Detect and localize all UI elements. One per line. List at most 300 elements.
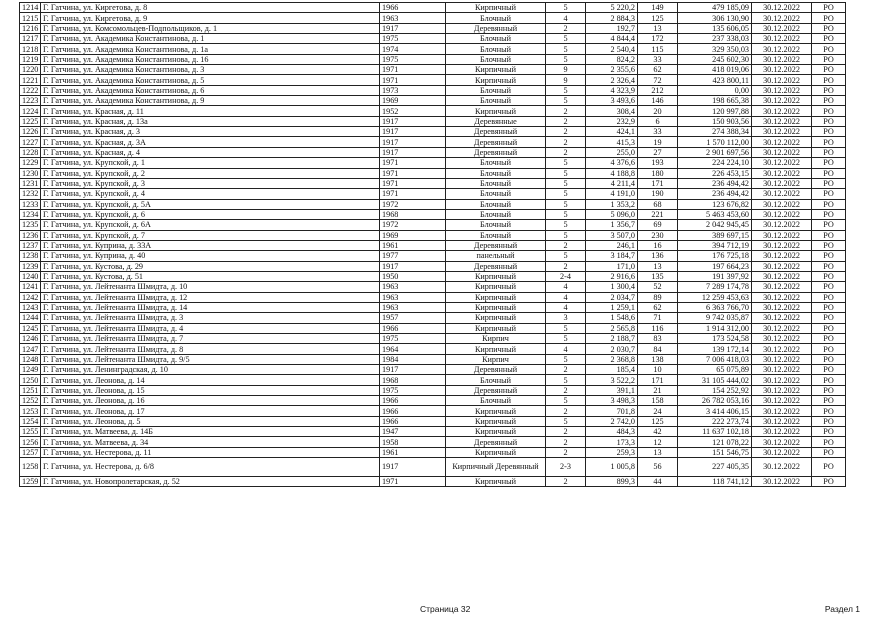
year-built-cell: 1966	[380, 323, 446, 333]
table-row	[20, 65, 846, 75]
wall-material-cell: панельный	[446, 251, 546, 261]
program-cell: РО	[812, 302, 846, 312]
area-cell: 171,0	[586, 261, 638, 271]
amount-cell: 274 388,34	[678, 127, 752, 137]
wall-material-cell: Деревянный	[446, 137, 546, 147]
amount-cell: 236 494,42	[678, 189, 752, 199]
program-cell: РО	[812, 106, 846, 116]
table-row	[20, 44, 846, 54]
table-row	[20, 116, 846, 126]
area-cell: 3 184,7	[586, 251, 638, 261]
year-built-cell: 1969	[380, 230, 446, 240]
program-cell: РО	[812, 282, 846, 292]
wall-material-cell: Кирпичный	[446, 75, 546, 85]
address-cell: Г. Гатчина, ул. Лейтенанта Шмидта, д. 3	[41, 313, 380, 323]
date-cell: 30.12.2022	[752, 199, 812, 209]
address-cell: Г. Гатчина, ул. Академика Константинова, д. 5	[41, 75, 380, 85]
amount-cell: 26 782 053,16	[678, 396, 752, 406]
row-number-cell: 1255	[20, 427, 41, 437]
date-cell: 30.12.2022	[752, 396, 812, 406]
residents-cell: 27	[638, 147, 678, 157]
amount-cell: 151 546,75	[678, 447, 752, 457]
date-cell: 30.12.2022	[752, 354, 812, 364]
date-cell: 30.12.2022	[752, 323, 812, 333]
row-number-cell: 1247	[20, 344, 41, 354]
floors-cell: 9	[546, 65, 586, 75]
area-cell: 2 188,7	[586, 334, 638, 344]
floors-cell: 5	[546, 396, 586, 406]
program-cell: РО	[812, 137, 846, 147]
year-built-cell: 1974	[380, 44, 446, 54]
amount-cell: 2 901 697,56	[678, 147, 752, 157]
floors-cell: 2	[546, 477, 586, 487]
row-number-cell: 1226	[20, 127, 41, 137]
year-built-cell: 1972	[380, 199, 446, 209]
year-built-cell: 1984	[380, 354, 446, 364]
row-number-cell: 1219	[20, 54, 41, 64]
floors-cell: 2	[546, 147, 586, 157]
table-row	[20, 385, 846, 395]
residents-cell: 125	[638, 13, 678, 23]
address-cell: Г. Гатчина, ул. Крупской, д. 3	[41, 178, 380, 188]
year-built-cell: 1971	[380, 168, 446, 178]
row-number-cell: 1215	[20, 13, 41, 23]
residents-cell: 16	[638, 240, 678, 250]
area-cell: 4 376,6	[586, 158, 638, 168]
year-built-cell: 1968	[380, 375, 446, 385]
area-cell: 255,0	[586, 147, 638, 157]
date-cell: 30.12.2022	[752, 65, 812, 75]
table-row	[20, 302, 846, 312]
address-cell: Г. Гатчина, ул. Матвеева, д. 34	[41, 437, 380, 447]
amount-cell: 1 914 312,00	[678, 323, 752, 333]
program-cell: РО	[812, 44, 846, 54]
row-number-cell: 1239	[20, 261, 41, 271]
area-cell: 4 211,4	[586, 178, 638, 188]
date-cell: 30.12.2022	[752, 106, 812, 116]
wall-material-cell: Блочный	[446, 34, 546, 44]
row-number-cell: 1221	[20, 75, 41, 85]
date-cell: 30.12.2022	[752, 447, 812, 457]
area-cell: 5 096,0	[586, 209, 638, 219]
row-number-cell: 1254	[20, 416, 41, 426]
floors-cell: 2	[546, 427, 586, 437]
year-built-cell: 1971	[380, 477, 446, 487]
floors-cell: 5	[546, 189, 586, 199]
date-cell: 30.12.2022	[752, 75, 812, 85]
table-row	[20, 240, 846, 250]
program-cell: РО	[812, 158, 846, 168]
area-cell: 2 884,3	[586, 13, 638, 23]
year-built-cell: 1975	[380, 334, 446, 344]
table-row	[20, 354, 846, 364]
row-number-cell: 1229	[20, 158, 41, 168]
date-cell: 30.12.2022	[752, 385, 812, 395]
table-row	[20, 323, 846, 333]
floors-cell: 5	[546, 54, 586, 64]
table-row	[20, 365, 846, 375]
year-built-cell: 1963	[380, 292, 446, 302]
date-cell: 30.12.2022	[752, 437, 812, 447]
year-built-cell: 1975	[380, 34, 446, 44]
wall-material-cell: Блочный	[446, 375, 546, 385]
table-row	[20, 261, 846, 271]
amount-cell: 135 606,05	[678, 23, 752, 33]
program-cell: РО	[812, 54, 846, 64]
year-built-cell: 1971	[380, 65, 446, 75]
program-cell: РО	[812, 34, 846, 44]
wall-material-cell: Блочный	[446, 396, 546, 406]
area-cell: 899,3	[586, 477, 638, 487]
area-cell: 173,3	[586, 437, 638, 447]
floors-cell: 5	[546, 209, 586, 219]
table-row	[20, 230, 846, 240]
program-cell: РО	[812, 23, 846, 33]
floors-cell: 2	[546, 447, 586, 457]
date-cell: 30.12.2022	[752, 137, 812, 147]
year-built-cell: 1917	[380, 147, 446, 157]
date-cell: 30.12.2022	[752, 44, 812, 54]
date-cell: 30.12.2022	[752, 458, 812, 477]
address-cell: Г. Гатчина, ул. Нестерова, д. 11	[41, 447, 380, 457]
program-cell: РО	[812, 199, 846, 209]
residents-cell: 13	[638, 23, 678, 33]
row-number-cell: 1241	[20, 282, 41, 292]
date-cell: 30.12.2022	[752, 147, 812, 157]
table-row	[20, 220, 846, 230]
table-row	[20, 96, 846, 106]
wall-material-cell: Кирпичный	[446, 313, 546, 323]
year-built-cell: 1961	[380, 240, 446, 250]
residents-cell: 171	[638, 375, 678, 385]
area-cell: 1 353,2	[586, 199, 638, 209]
program-cell: РО	[812, 437, 846, 447]
year-built-cell: 1917	[380, 23, 446, 33]
area-cell: 1 548,6	[586, 313, 638, 323]
program-cell: РО	[812, 251, 846, 261]
area-cell: 2 034,7	[586, 292, 638, 302]
row-number-cell: 1253	[20, 406, 41, 416]
address-cell: Г. Гатчина, ул. Леонова, д. 14	[41, 375, 380, 385]
residents-cell: 83	[638, 334, 678, 344]
residents-cell: 212	[638, 85, 678, 95]
residents-cell: 44	[638, 477, 678, 487]
date-cell: 30.12.2022	[752, 54, 812, 64]
year-built-cell: 1963	[380, 13, 446, 23]
table-row	[20, 168, 846, 178]
wall-material-cell: Блочный	[446, 96, 546, 106]
year-built-cell: 1958	[380, 437, 446, 447]
floors-cell: 2	[546, 127, 586, 137]
row-number-cell: 1218	[20, 44, 41, 54]
row-number-cell: 1240	[20, 271, 41, 281]
amount-cell: 123 676,82	[678, 199, 752, 209]
area-cell: 1 259,1	[586, 302, 638, 312]
wall-material-cell: Кирпичный	[446, 323, 546, 333]
area-cell: 4 323,9	[586, 85, 638, 95]
row-number-cell: 1250	[20, 375, 41, 385]
year-built-cell: 1963	[380, 282, 446, 292]
floors-cell: 5	[546, 199, 586, 209]
area-cell: 4 191,0	[586, 189, 638, 199]
wall-material-cell: Кирпичный	[446, 3, 546, 13]
residents-cell: 21	[638, 385, 678, 395]
residents-cell: 158	[638, 396, 678, 406]
year-built-cell: 1957	[380, 313, 446, 323]
floors-cell: 5	[546, 220, 586, 230]
date-cell: 30.12.2022	[752, 251, 812, 261]
area-cell: 824,2	[586, 54, 638, 64]
table-row	[20, 54, 846, 64]
year-built-cell: 1966	[380, 416, 446, 426]
floors-cell: 2	[546, 437, 586, 447]
row-number-cell: 1230	[20, 168, 41, 178]
residents-cell: 193	[638, 158, 678, 168]
amount-cell: 329 350,03	[678, 44, 752, 54]
date-cell: 30.12.2022	[752, 220, 812, 230]
table-row	[20, 85, 846, 95]
wall-material-cell: Блочный	[446, 230, 546, 240]
amount-cell: 65 075,89	[678, 365, 752, 375]
year-built-cell: 1968	[380, 209, 446, 219]
area-cell: 3 493,6	[586, 96, 638, 106]
row-number-cell: 1244	[20, 313, 41, 323]
floors-cell: 5	[546, 85, 586, 95]
residents-cell: 138	[638, 354, 678, 364]
table-row	[20, 282, 846, 292]
table-row	[20, 416, 846, 426]
amount-cell: 224 224,10	[678, 158, 752, 168]
amount-cell: 154 252,92	[678, 385, 752, 395]
row-number-cell: 1236	[20, 230, 41, 240]
amount-cell: 2 042 945,45	[678, 220, 752, 230]
wall-material-cell: Кирпичный	[446, 302, 546, 312]
date-cell: 30.12.2022	[752, 477, 812, 487]
area-cell: 2 565,8	[586, 323, 638, 333]
amount-cell: 0,00	[678, 85, 752, 95]
program-cell: РО	[812, 189, 846, 199]
year-built-cell: 1975	[380, 54, 446, 64]
year-built-cell: 1917	[380, 261, 446, 271]
year-built-cell: 1971	[380, 178, 446, 188]
program-cell: РО	[812, 85, 846, 95]
residents-cell: 68	[638, 199, 678, 209]
row-number-cell: 1225	[20, 116, 41, 126]
address-cell: Г. Гатчина, ул. Лейтенанта Шмидта, д. 7	[41, 334, 380, 344]
residents-cell: 149	[638, 3, 678, 13]
residents-cell: 221	[638, 209, 678, 219]
amount-cell: 7 006 418,03	[678, 354, 752, 364]
residents-cell: 13	[638, 447, 678, 457]
address-cell: Г. Гатчина, ул. Куприна, д. 40	[41, 251, 380, 261]
program-cell: РО	[812, 116, 846, 126]
year-built-cell: 1972	[380, 220, 446, 230]
date-cell: 30.12.2022	[752, 168, 812, 178]
wall-material-cell: Блочный	[446, 44, 546, 54]
residents-cell: 52	[638, 282, 678, 292]
row-number-cell: 1214	[20, 3, 41, 13]
date-cell: 30.12.2022	[752, 282, 812, 292]
date-cell: 30.12.2022	[752, 178, 812, 188]
address-cell: Г. Гатчина, ул. Новопролетарская, д. 52	[41, 477, 380, 487]
row-number-cell: 1234	[20, 209, 41, 219]
year-built-cell: 1977	[380, 251, 446, 261]
housing-register-table	[19, 2, 846, 487]
date-cell: 30.12.2022	[752, 375, 812, 385]
residents-cell: 12	[638, 437, 678, 447]
amount-cell: 121 078,22	[678, 437, 752, 447]
floors-cell: 4	[546, 302, 586, 312]
wall-material-cell: Блочный	[446, 13, 546, 23]
amount-cell: 31 105 444,02	[678, 375, 752, 385]
address-cell: Г. Гатчина, ул. Нестерова, д. 6/8	[41, 458, 380, 477]
wall-material-cell: Деревянный	[446, 240, 546, 250]
floors-cell: 4	[546, 344, 586, 354]
wall-material-cell: Кирпичный	[446, 427, 546, 437]
row-number-cell: 1228	[20, 147, 41, 157]
amount-cell: 9 742 035,87	[678, 313, 752, 323]
wall-material-cell: Блочный	[446, 189, 546, 199]
area-cell: 232,9	[586, 116, 638, 126]
program-cell: РО	[812, 323, 846, 333]
row-number-cell: 1242	[20, 292, 41, 302]
date-cell: 30.12.2022	[752, 230, 812, 240]
amount-cell: 176 725,18	[678, 251, 752, 261]
floors-cell: 2	[546, 23, 586, 33]
amount-cell: 389 697,15	[678, 230, 752, 240]
date-cell: 30.12.2022	[752, 334, 812, 344]
floors-cell: 2-3	[546, 458, 586, 477]
floors-cell: 2	[546, 106, 586, 116]
program-cell: РО	[812, 447, 846, 457]
program-cell: РО	[812, 3, 846, 13]
address-cell: Г. Гатчина, ул. Красная, д. 3	[41, 127, 380, 137]
amount-cell: 222 273,74	[678, 416, 752, 426]
residents-cell: 72	[638, 75, 678, 85]
table-row	[20, 251, 846, 261]
floors-cell: 4	[546, 292, 586, 302]
wall-material-cell: Деревянный	[446, 127, 546, 137]
date-cell: 30.12.2022	[752, 313, 812, 323]
address-cell: Г. Гатчина, ул. Леонова, д. 15	[41, 385, 380, 395]
area-cell: 3 522,2	[586, 375, 638, 385]
area-cell: 701,8	[586, 406, 638, 416]
date-cell: 30.12.2022	[752, 34, 812, 44]
date-cell: 30.12.2022	[752, 416, 812, 426]
date-cell: 30.12.2022	[752, 427, 812, 437]
address-cell: Г. Гатчина, ул. Красная, д. 13а	[41, 116, 380, 126]
address-cell: Г. Гатчина, ул. Академика Константинова, д. 16	[41, 54, 380, 64]
date-cell: 30.12.2022	[752, 292, 812, 302]
year-built-cell: 1971	[380, 189, 446, 199]
date-cell: 30.12.2022	[752, 302, 812, 312]
date-cell: 30.12.2022	[752, 189, 812, 199]
row-number-cell: 1223	[20, 96, 41, 106]
program-cell: РО	[812, 168, 846, 178]
table-row	[20, 292, 846, 302]
table-row	[20, 137, 846, 147]
wall-material-cell: Кирпич	[446, 354, 546, 364]
wall-material-cell: Блочный	[446, 199, 546, 209]
program-cell: РО	[812, 416, 846, 426]
amount-cell: 3 414 406,15	[678, 406, 752, 416]
floors-cell: 5	[546, 158, 586, 168]
area-cell: 2 742,0	[586, 416, 638, 426]
address-cell: Г. Гатчина, ул. Леонова, д. 5	[41, 416, 380, 426]
floors-cell: 4	[546, 13, 586, 23]
year-built-cell: 1917	[380, 137, 446, 147]
year-built-cell: 1971	[380, 158, 446, 168]
area-cell: 424,1	[586, 127, 638, 137]
row-number-cell: 1258	[20, 458, 41, 477]
residents-cell: 230	[638, 230, 678, 240]
area-cell: 246,1	[586, 240, 638, 250]
address-cell: Г. Гатчина, ул. Леонова, д. 17	[41, 406, 380, 416]
date-cell: 30.12.2022	[752, 13, 812, 23]
floors-cell: 5	[546, 416, 586, 426]
year-built-cell: 1964	[380, 344, 446, 354]
area-cell: 2 368,8	[586, 354, 638, 364]
row-number-cell: 1257	[20, 447, 41, 457]
area-cell: 391,1	[586, 385, 638, 395]
amount-cell: 479 185,09	[678, 3, 752, 13]
year-built-cell: 1966	[380, 396, 446, 406]
address-cell: Г. Гатчина, ул. Комсомольцев-Подпольщиков, д. 1	[41, 23, 380, 33]
row-number-cell: 1231	[20, 178, 41, 188]
date-cell: 30.12.2022	[752, 344, 812, 354]
floors-cell: 2	[546, 261, 586, 271]
row-number-cell: 1256	[20, 437, 41, 447]
residents-cell: 62	[638, 302, 678, 312]
area-cell: 2 540,4	[586, 44, 638, 54]
table-row	[20, 147, 846, 157]
program-cell: РО	[812, 313, 846, 323]
amount-cell: 6 363 766,70	[678, 302, 752, 312]
date-cell: 30.12.2022	[752, 158, 812, 168]
table-row	[20, 189, 846, 199]
area-cell: 3 498,3	[586, 396, 638, 406]
residents-cell: 19	[638, 137, 678, 147]
area-cell: 484,3	[586, 427, 638, 437]
program-cell: РО	[812, 396, 846, 406]
residents-cell: 172	[638, 34, 678, 44]
address-cell: Г. Гатчина, ул. Красная, д. 4	[41, 147, 380, 157]
address-cell: Г. Гатчина, ул. Леонова, д. 16	[41, 396, 380, 406]
wall-material-cell: Деревянный	[446, 261, 546, 271]
program-cell: РО	[812, 220, 846, 230]
row-number-cell: 1252	[20, 396, 41, 406]
residents-cell: 125	[638, 416, 678, 426]
program-cell: РО	[812, 334, 846, 344]
table-row	[20, 75, 846, 85]
row-number-cell: 1224	[20, 106, 41, 116]
residents-cell: 56	[638, 458, 678, 477]
address-cell: Г. Гатчина, ул. Академика Константинова, д. 1а	[41, 44, 380, 54]
table-row	[20, 209, 846, 219]
wall-material-cell: Кирпичный	[446, 282, 546, 292]
row-number-cell: 1248	[20, 354, 41, 364]
year-built-cell: 1952	[380, 106, 446, 116]
floors-cell: 5	[546, 323, 586, 333]
floors-cell: 5	[546, 251, 586, 261]
year-built-cell: 1950	[380, 271, 446, 281]
area-cell: 1 300,4	[586, 282, 638, 292]
program-cell: РО	[812, 344, 846, 354]
year-built-cell: 1947	[380, 427, 446, 437]
date-cell: 30.12.2022	[752, 240, 812, 250]
amount-cell: 1 570 112,00	[678, 137, 752, 147]
area-cell: 185,4	[586, 365, 638, 375]
